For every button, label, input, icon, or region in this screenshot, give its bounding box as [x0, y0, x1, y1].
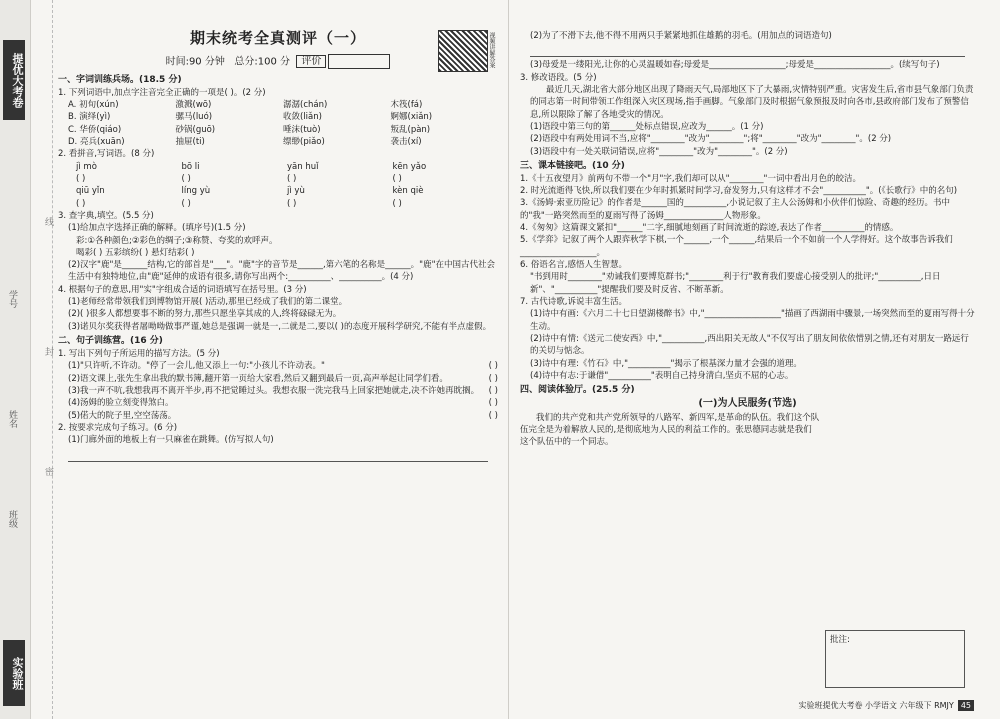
column-divider [508, 0, 509, 719]
answer-item[interactable]: ( ) (2)语文课上,张先生拿出我的默书簿,翻开第一页给大家看,然后又翻到最后一页,高声举起让同学们看。 [68, 373, 498, 384]
right-column: (2)为了不滑下去,他不得不用两只手紧紧地抓住雄鹅的羽毛。(用加点的词语造句) (3)母爱是一缕阳光,让你的心灵温暖如春;母爱是__________________;母爱是__________________。(续写句子) 3. 修改语段。(5 分) 最近几天,湖北省大部分地区出现了降雨天气,局部地区下了大暴雨,灾情特别严重。灾害发生后,省市县气象部门负责的同志第一时间带领工作组深入灾区现场,指手画脚。气象部门及时根据气象预报及时向各市,县政府部门发布了预警信息,所以限除了解了各地受灾的情况。 (1)语段中第三句的第______处标点错误,应改为______。(1 分) (2)语段中有两处用词不当,应将"________"改为"________";将"________"改为"________"。(2 分) (3)语段中有一处关联词错误,应将"________"改为"________"。(2 分) 三、课本链接吧。(10 分) 1.《十五夜望月》前两句不带一个"月"字,我们却可以从"________"一词中看出月色的皎洁。 2. 时光流逝得飞快,所以我们要在少年时抓紧时间学习,奋发努力,只有这样才不会"__________"。(《长歌行》中的名句) 3.《汤姆·索亚历险记》的作者是______国的__________,小说记叙了主人公汤姆和小伙伴们惊险、奇趣的经历。书中的"我"一路突然而至的夏雨写得了汤姆______________人物形象。 4.《匆匆》这篇课文紧扣"______"二字,细腻地刻画了时间流逝的踪迹,表达了作者__________的情感。 5.《学弈》记叙了两个人跟弈秋学下棋,一个______,一个______,结果后一个不如前一个人学得好。这个故事告诉我们__________________。 6. 俗语名言,感悟人生智慧。 "书到用时________"劝诫我们要博览群书;"________利于行"教育我们要虚心接受别人的批评;"__________,日日新"、"__________"提醒我们要及时反省、不断革新。 7. 古代诗歌,诉说丰富生活。 (1)诗中有画:《六月二十七日望湖楼醉书》中,"__________________"描画了西湖雨中骤景,一场突然而至的夏雨写得十分生动。 (2)诗中有情:《送元二使安西》中,"__________,西出阳关无故人"不仅写出了朋友间依依惜别之情,还有对朋友一路远行的关切与惦念。 (3)诗中有理:《竹石》中,"__________"揭示了根基深力量才会强的道理。 (4)诗中有志:于谦借"__________"表明自己持身清白,坚贞不屈的心志。 四、阅读体验厅。(25.5 分) (一)为人民服务(节选) 我们的共产党和共产党所领导的八路军、新四军,是革命的队伍。我们这个队伍完全是为着解放人民的,是彻底地为人民的利益工作的。张思德同志就是我们这个队伍中的一个同志。 [520, 31, 975, 448]
answer-box-row[interactable]: ( ) ( ) ( ) ( ) [76, 173, 402, 184]
left-column: 期末统考全真测评（一） 时间:90 分钟 总分:100 分 评价 一、字词训练兵场。(18.5 分) 1. 下列词语中,加点字注音完全正确的一项是( )。(2 分) A. 初旬(xún) 激溅(wō) 潺潺(chán) 木筏(fá) B. 演绎(yì) 骡马(luó) 收敛(liǎn) 婀娜(xiǎn) C. 华侨(qiáo) 砂锅(guō) 唾沫(tuò) 叛乱(pàn) D. 亮兵(xuān) 抽屉(ti) 缥缈(piǎo) 袭击(xí) 2. 看拼音,写词语。(8 分) jì mò bō li yān huǐ kēn yǎo ( ) ( ) ( ) ( ) qiū yǐn líng yù jì yù kèn qiè ( ) ( ) ( ) ( ) 3. 查字典,填空。(5.5 分) (1)给加点字选择正确的解释。(填序号)(1.5 分) 彩:①各种颜色;②彩色的绸子;③称赞、夸奖的欢呼声。 喝彩( ) 五彩缤纷( ) 悬灯结彩( ) (2)汉字"鹿"是______结构,它的部首是"___"。"鹿"字的音节是______,第六笔的名称是______。"鹿"在中国古代社会生活中有独特地位,由"鹿"延伸的成语有很多,请你写出两个:__________、__________。(4 分) 4. 根据句子的意思,用"实"字组成合适的词语填写在括号里。(3 分) (1)老师经常带领我们到博物馆开展( )活动,那里已经成了我们的第二课堂。 (2)( )很多人都想要事不断的努力,那些只愿坐享其成的人,终将碌碌无为。 (3)诺贝尔奖获得者屠呦呦做事严谨,她总是强调一就是一,二就是二,要以( )的态度开展科学研究,不能有半点虚假。 二、句子训练营。(16 分) 1. 写出下列句子所运用的描写方法。(5 分) ( ) (1)"只许听,不许动。"停了一会儿,他又添上一句:"小孩儿不许动表。" ( ) (2)语文课上,张先生拿出我的默书簿,翻开第一页给大家看,然后又翻到最后一页,高声举起让同学们看。 ( ) (3)我一声不吭,我想我再不离开半步,再不把觉睡过头。我想衣服一洗完我马上回家把她就走,决不许她再眈搁。 ( ) (4)汤姆的脸立刻变得煞白。 ( ) (5)偌大的院子里,空空荡荡。 2. 按要求完成句子练习。(6 分) (1)门廊外面的地板上有一只麻雀在跳舞。(仿写拟人句) [58, 0, 498, 464]
answer-item[interactable]: ( ) (1)"只许听,不许动。"停了一会儿,他又添上一句:"小孩儿不许动表。" [68, 361, 498, 372]
exam-time: 时间:90 分钟 [165, 56, 225, 68]
page-title: 期末统考全真测评（一） [189, 29, 366, 47]
answer-box-row[interactable]: ( ) ( ) ( ) ( ) [76, 198, 402, 209]
answer-item[interactable]: ( ) (4)汤姆的脸立刻变得煞白。 [68, 398, 498, 409]
fold-line [52, 0, 54, 719]
section-1: 一、字词训练兵场。(18.5 分) [58, 74, 182, 85]
fold-mark: 线 [45, 218, 55, 228]
answer-item[interactable]: ( ) (3)我一声不吭,我想我再不离开半步,再不把觉睡过头。我想衣服一洗完我马上回家把她就走,决不许她再眈搁。 [68, 386, 498, 397]
answer-item[interactable]: ( ) (5)偌大的院子里,空空荡荡。 [68, 410, 498, 421]
label-no: 学号 [7, 290, 17, 308]
answer-line[interactable] [68, 449, 488, 462]
option-row: A. 初旬(xún) 激溅(wō) 潺潺(chán) 木筏(fá) [68, 100, 423, 111]
fold-mark: 密 [45, 468, 55, 478]
reading-title: (一)为人民服务(节选) [698, 398, 797, 410]
passage: 最近几天,湖北省大部分地区出现了降雨天气,局部地区下了大暴雨,灾情特别严重。灾害发生后,省市县气象部门负责的同志第一时间带领工作组深入灾区现场,指手画脚。气象部门及时根据气象预报及时向各市,县政府部门发布了预警信息,所以限除了解了各地受灾的情况。 [530, 84, 974, 120]
eval-box[interactable] [328, 54, 390, 69]
exam-meta [58, 54, 498, 70]
label-name: 姓名 [7, 410, 17, 428]
section-4: 四、阅读体验厅。(25.5 分) [520, 385, 635, 396]
section-2: 二、句子训练营。(16 分) [58, 336, 163, 347]
exam-score: 总分:100 分 [234, 56, 291, 68]
question: 4. 根据句子的意思,用"实"字组成合适的词语填写在括号里。(3 分) [58, 284, 307, 295]
question: 1. 写出下列句子所运用的描写方法。(5 分) [58, 349, 220, 360]
reading-text: 我们的共产党和共产党所领导的八路军、新四军,是革命的队伍。我们这个队伍完全是为着解放人民的,是彻底地为人民的利益工作的。张思德同志就是我们这个队伍中的一个同志。 [520, 412, 820, 448]
question: 3. 修改语段。(5 分) [520, 72, 597, 83]
annotation-box[interactable]: 批注: [825, 630, 965, 688]
question: 3. 查字典,填空。(5.5 分) [58, 210, 154, 221]
pinyin-row: jì mò bō li yān huǐ kēn yǎo [76, 161, 427, 172]
label-class: 班级 [7, 510, 17, 528]
eval-label: 评价 [296, 55, 326, 68]
question: 1. 下列词语中,加点字注音完全正确的一项是( )。(2 分) [58, 87, 266, 98]
option-row: C. 华侨(qiáo) 砂锅(guō) 唾沫(tuò) 叛乱(pàn) [68, 124, 431, 135]
question: 2. 看拼音,写词语。(8 分) [58, 149, 155, 160]
option-row: B. 演绎(yì) 骡马(luó) 收敛(liǎn) 婀娜(xiǎn) [68, 112, 433, 123]
qr-label: 视频讲解答案 [488, 32, 495, 68]
spine [0, 0, 31, 719]
question: 2. 按要求完成句子练习。(6 分) [58, 422, 178, 433]
option-row: D. 亮兵(xuān) 抽屉(ti) 缥缈(piǎo) 袭击(xí) [68, 137, 422, 148]
fold-mark: 封 [45, 348, 55, 358]
section-3: 三、课本链接吧。(10 分) [520, 160, 625, 171]
footer: 实验班提优大考卷 小学语文 六年级下 RMJY 45 [798, 700, 974, 711]
brand-logo-bottom: 实验班 [3, 640, 25, 706]
page-number: 45 [958, 700, 974, 711]
brand-logo: 提优大考卷 [3, 40, 25, 120]
answer-line[interactable] [530, 44, 965, 57]
pinyin-row: qiū yǐn líng yù jì yù kèn qiè [76, 186, 424, 197]
